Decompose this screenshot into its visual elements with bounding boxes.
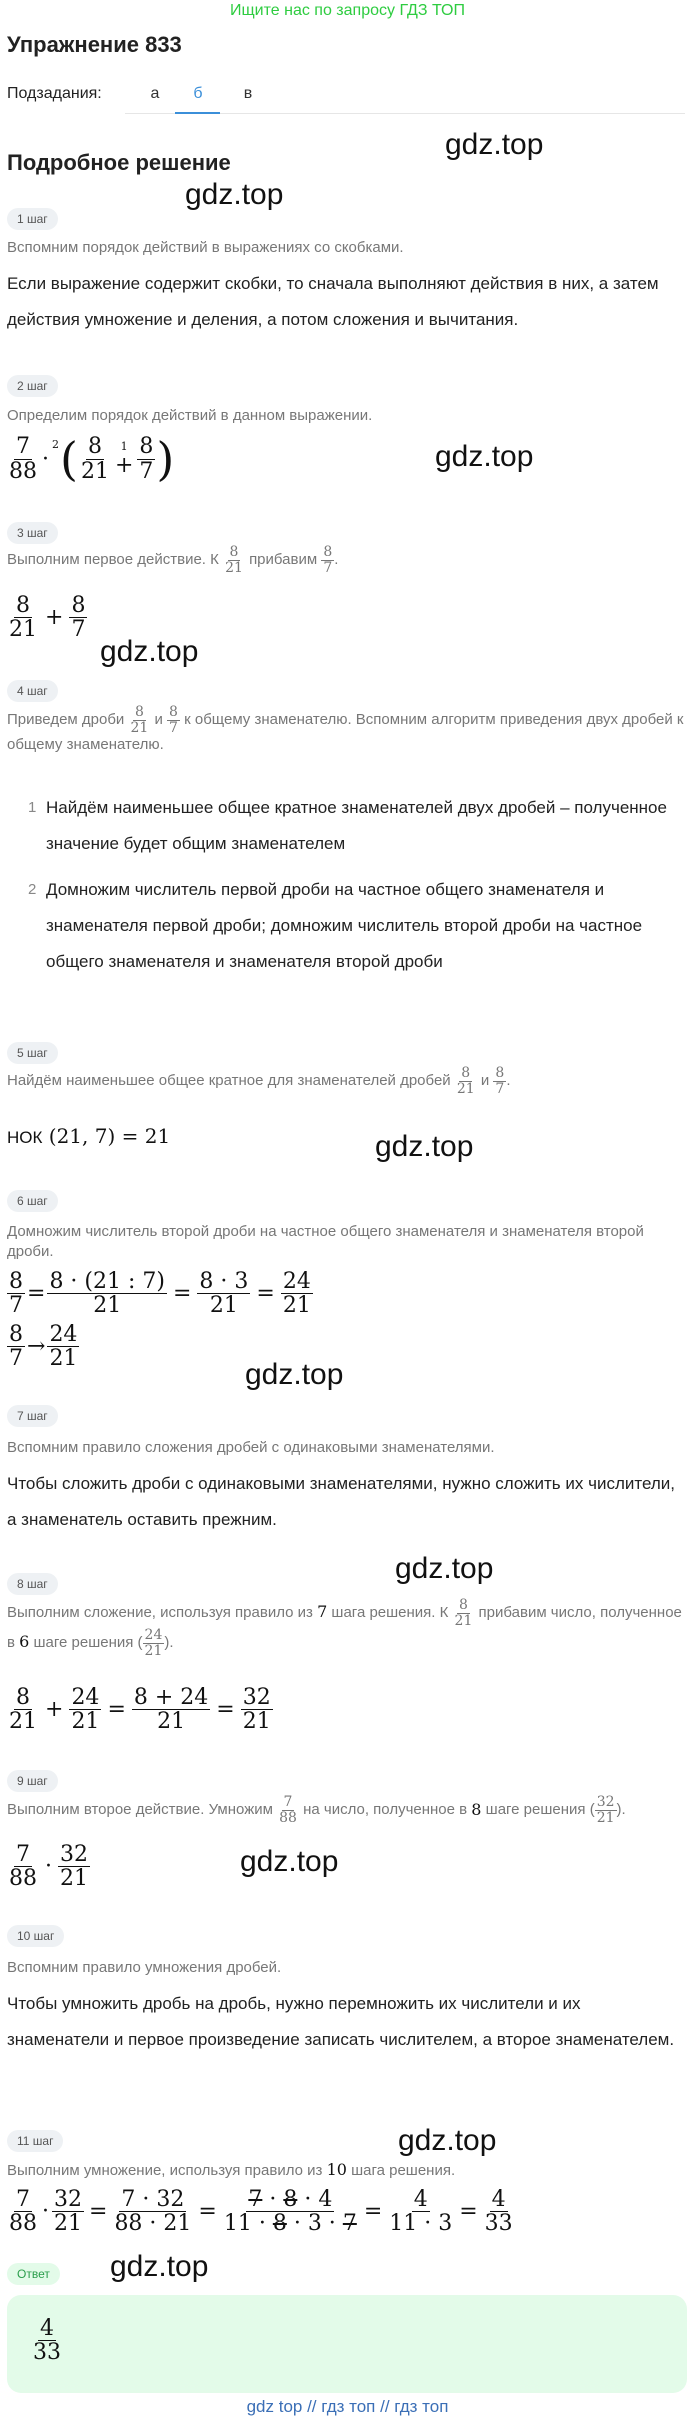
step-badge: 7 шаг xyxy=(7,1405,58,1427)
step-hint: Выполним первое действие. К $\frac{8}{21}$ прибавим $\frac{8}{7}$ . xyxy=(7,544,339,576)
expression: $\frac{8}{21}$ + $\frac{24}{21}$ = $\frac{8 + 24}{21}$ = $\frac{32}{21}$ xyxy=(9,1685,271,1735)
watermark: gdz.top xyxy=(445,128,544,161)
watermark: gdz.top xyxy=(395,1552,494,1585)
expression: $\frac{8}{7}$ → $\frac{24}{21}$ xyxy=(9,1322,78,1372)
order-mark: 2 xyxy=(52,438,59,451)
step-hint: Найдём наименьшее общее кратное для знаменателей дробей $\frac{8}{21}$ и $\frac{8}{7}$ . xyxy=(7,1065,511,1097)
step-hint: Вспомним правило сложения дробей с одинаковыми знаменателями. xyxy=(7,1439,495,1456)
step-hint: Домножим числитель второй дроби на частное общего знаменателя и знаменателя второй дроби. xyxy=(7,1223,644,1260)
step-text: Чтобы сложить дроби с одинаковыми знаменателями, нужно сложить их числители, а знаменатель оставить прежним. xyxy=(7,1474,675,1529)
step-text: Чтобы умножить дробь на дробь, нужно перемножить их числители и их знаменатели и первое произведение записать числителем, а второе знаменателем. xyxy=(7,1994,675,2049)
expression: $\frac{8}{7}$ = $\frac{8 \cdot (21 : 7)}{21}$ = $\frac{8 \cdot 3}{21}$ = $\frac{24}{21}$ xyxy=(9,1269,311,1319)
step-badge: 6 шаг xyxy=(7,1190,58,1212)
step-badge: 1 шаг xyxy=(7,208,58,230)
list-item: 1 Найдём наименьшее общее кратное знаменателей двух дробей – полученное значение будет общим знаменателем xyxy=(28,798,667,853)
page-title: Упражнение 833 xyxy=(7,32,182,57)
step-badge: 5 шаг xyxy=(7,1042,58,1064)
step-hint: Выполним второе действие. Умножим $\frac{7}{88}$ на число, полученное в 8 шаге решения ( $\frac{32}{21}$ ). xyxy=(7,1794,626,1826)
watermark: gdz.top xyxy=(110,2250,209,2283)
expression: $\frac{7}{88}$ · $\frac{32}{21}$ = $\frac{7 \cdot 32}{88 \cdot 21}$ = $\frac{7 \cdot 8 \cdot 4}{11 \cdot 8 \cdot 3 \cdot 7}$ = $\frac{4}{11 \cdot 3}$ = $\frac{4}{33}$ xyxy=(9,2187,513,2237)
watermark: gdz.top xyxy=(100,635,199,668)
step-hint: Вспомним правило умножения дробей. xyxy=(7,1959,282,1976)
step-badge: 3 шаг xyxy=(7,522,58,544)
active-tab-indicator xyxy=(175,112,220,114)
step-badge: 2 шаг xyxy=(7,375,58,397)
expression: $\frac{7}{88}$ · $\frac{32}{21}$ xyxy=(9,1842,88,1892)
tab-b[interactable]: б xyxy=(193,85,203,102)
step-badge: 11 шаг xyxy=(7,2130,63,2152)
expression: $\frac{8}{21}$ + $\frac{8}{7}$ xyxy=(9,593,86,643)
step-hint: Вспомним порядок действий в выражениях со скобками. xyxy=(7,239,404,256)
step-text: Если выражение содержит скобки, то сначала выполняют действия в них, а затем действия умножение и деления, а потом сложения и вычитания. xyxy=(7,274,659,329)
watermark: gdz.top xyxy=(240,1845,339,1878)
watermark: gdz.top xyxy=(435,440,534,473)
step-badge: 9 шаг xyxy=(7,1770,58,1792)
subtasks-label: Подзадания: xyxy=(7,85,102,102)
watermark: gdz.top xyxy=(185,178,284,211)
step-badge: 4 шаг xyxy=(7,680,58,702)
step-hint: Приведем дроби $\frac{8}{21}$ и $\frac{8}{7}$ к общему знаменателю. Вспомним алгоритм приведения двух дробей к общему знаменателю. xyxy=(7,704,684,754)
watermark: gdz.top xyxy=(398,2124,497,2157)
step-hint: Выполним сложение, используя правило из 7 шага решения. К $\frac{8}{21}$ прибавим число, полученное в 6 шаге решения ( $\frac{24}{21}$ ). xyxy=(7,1597,682,1660)
answer-box xyxy=(7,2295,687,2393)
step-hint: Выполним умножение, используя правило из 10 шага решения. xyxy=(7,2160,456,2179)
step-badge: 10 шаг xyxy=(7,1925,64,1947)
order-mark: 1 xyxy=(120,440,128,453)
nok-expression: НОК (21, 7) = 21 xyxy=(7,1124,171,1148)
solution-heading: Подробное решение xyxy=(7,150,231,175)
step-badge: 8 шаг xyxy=(7,1573,58,1595)
expression: $\frac{7}{88}$ · 2 ( $\frac{8}{21}$ 1 + $\frac{8}{7}$ ) xyxy=(9,432,175,486)
answer-badge: Ответ xyxy=(7,2263,60,2285)
answer-value: $\frac{4}{33}$ xyxy=(33,2316,61,2366)
step-hint: Определим порядок действий в данном выражении. xyxy=(7,407,373,424)
watermark: gdz.top xyxy=(375,1130,474,1163)
top-banner[interactable]: Ищите нас по запросу ГДЗ ТОП xyxy=(230,2,465,19)
footer-links[interactable]: gdz top // гдз топ // гдз топ xyxy=(246,2397,449,2416)
tab-v[interactable]: в xyxy=(243,85,253,102)
list-item: 2 Домножим числитель первой дроби на частное общего знаменателя и знаменателя первой дроби; домножим числитель второй дроби на частное общего знаменателя и знаменателя второй дроби xyxy=(28,880,643,971)
watermark: gdz.top xyxy=(245,1358,344,1391)
tab-a[interactable]: а xyxy=(150,85,160,102)
